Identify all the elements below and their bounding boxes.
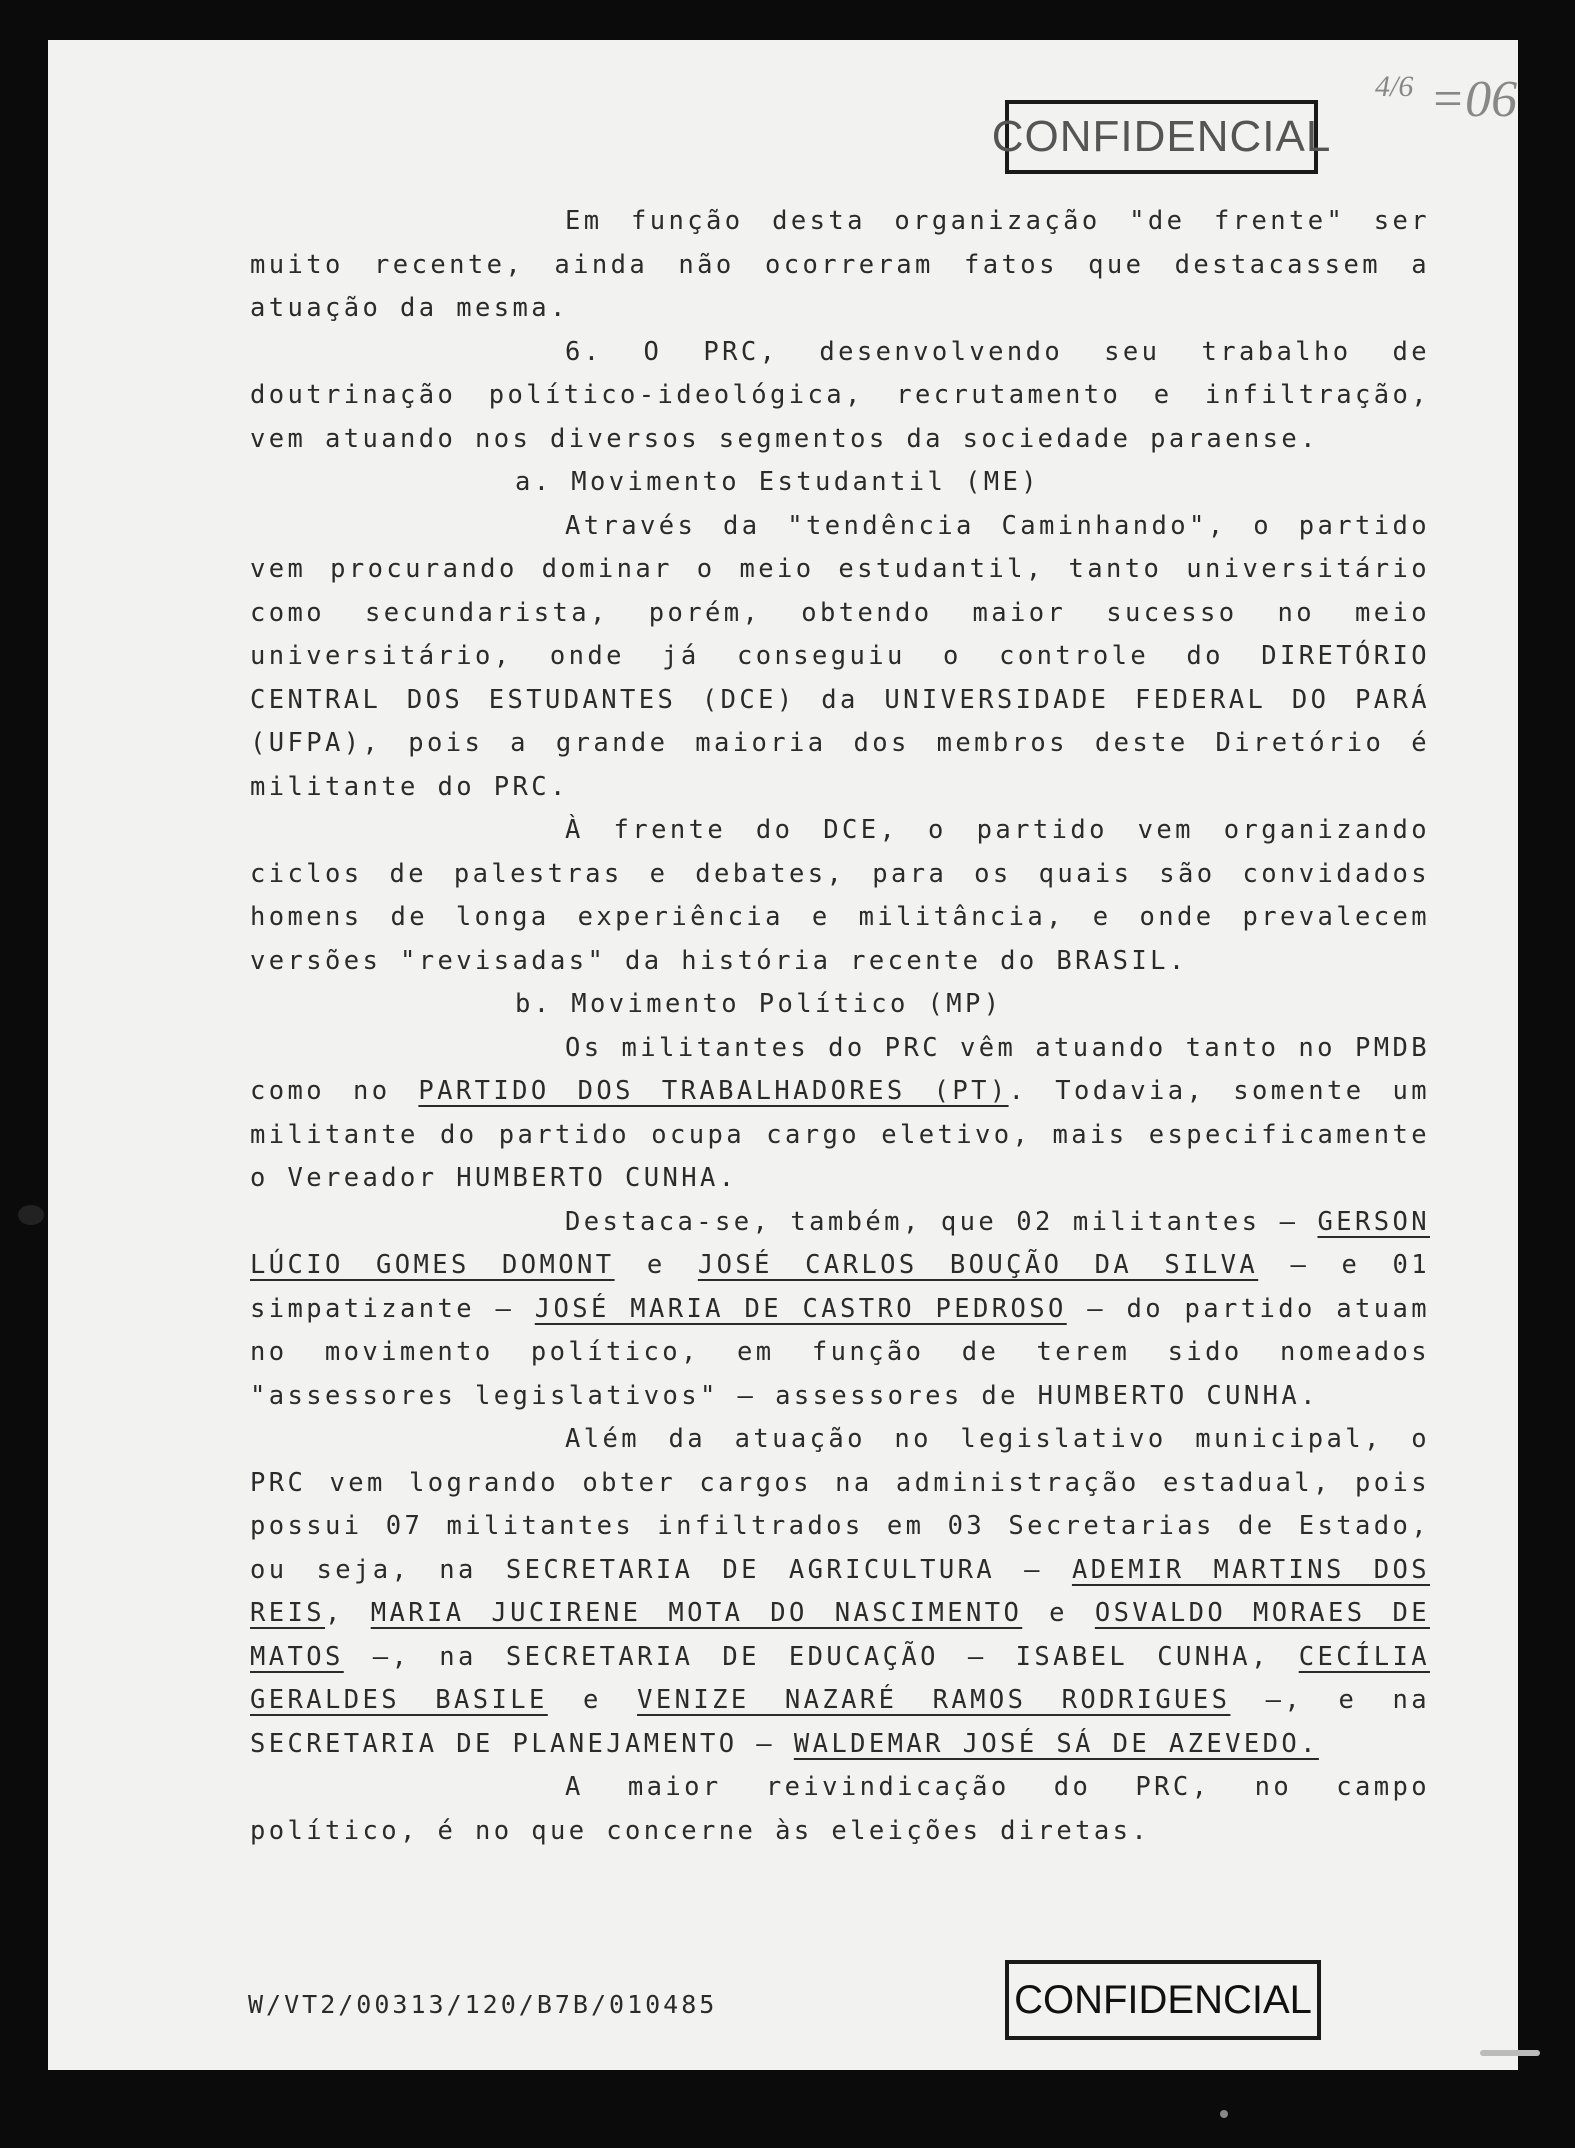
underlined-name: CECÍLIA GERALDES BASILE [250,1641,1430,1715]
text-run: e [614,1250,698,1280]
paragraph-me-1: Através da "tendência Caminhando", o partido vem procurando dominar o meio estudantil, tanto universitário como secundarista, porém, obtendo maior sucesso no meio universitário, onde já conseguiu o controle do DIRETÓRIO CENTRAL DOS ESTUDANTES (DCE) da UNIVERSIDADE FEDERAL DO PARÁ (UFPA), pois a grande maioria dos membros deste Diretório é militante do PRC. [250,510,1430,802]
underlined-name: ADEMIR MARTINS DOS REIS [250,1554,1431,1628]
underlined-name: JOSÉ MARIA DE CASTRO PEDROSO [534,1293,1067,1324]
stamp-label: CONFIDENCIAL [991,112,1332,161]
text-run: —, na SECRETARIA DE EDUCAÇÃO — ISABEL CUNHA, [343,1641,1299,1672]
underlined-name: JOSÉ CARLOS BOUÇÃO DA SILVA [697,1250,1259,1280]
text-run: —, e na SECRETARIA DE PLANEJAMENTO — [250,1685,1430,1759]
underlined-name: OSVALDO MORAES DE MATOS [250,1598,1430,1672]
paragraph-section-6: 6. O PRC, desenvolvendo seu trabalho de doutrinação político-ideológica, recrutamento e infiltração, vem atuando nos diversos segmentos da sociedade paraense. [250,336,1430,454]
scan-speck [18,1205,44,1225]
handwritten-page-fraction: 4/6 [1375,70,1414,103]
text-run: e [547,1685,638,1715]
paragraph-me-2: À frente do DCE, o partido vem organizando ciclos de palestras e debates, para os quais são convidados homens de longa experiência e militância, e onde prevalecem versões "revisadas" da história recente do BRASIL. [250,815,1430,976]
underlined-name: WALDEMAR JOSÉ SÁ DE AZEVEDO. [793,1728,1319,1759]
scan-speck [1480,2050,1540,2056]
heading-movimento-estudantil: a. Movimento Estudantil (ME) [515,467,1041,497]
document-reference: W/VT2/00313/120/B7B/010485 [248,1990,718,2019]
text-run: — do partido atuam no movimento político, em função de terem sido nomeados "assessores legislativos" — assessores de HUMBERTO CUNHA. [250,1293,1430,1411]
paragraph-mp-3 [250,1418,1430,1766]
scan-speck [1220,2110,1228,2118]
text-run: , [325,1598,371,1628]
confidential-stamp-top [991,100,1332,174]
text-run: Além da atuação no legislativo municipal, o PRC vem logrando obter cargos na administração estadual, pois possui 07 militantes infiltrados em 03 Secretarias de Estado, ou seja, na SECRETARIA DE AGRICULTURA — [250,1424,1430,1585]
paragraph-conclusion: A maior reivindicação do PRC, no campo político, é no que concerne às eleições diretas. [250,1772,1430,1846]
confidential-stamp-bottom [1005,1960,1321,2040]
paragraph-mp-1 [250,1027,1430,1201]
stamp-label: CONFIDENCIAL [1014,1977,1312,2022]
text-run: — e 01 simpatizante — [250,1250,1430,1324]
paragraph-intro: Em função desta organização "de frente" ser muito recente, ainda não ocorreram fatos que destacassem a atuação da mesma. [250,206,1430,323]
heading-movimento-politico: b. Movimento Político (MP) [515,989,1003,1019]
text-run: Os militantes do PRC vêm atuando tanto no PMDB como no [250,1032,1430,1106]
underlined-name: PARTIDO DOS TRABALHADORES (PT) [418,1076,1009,1106]
text-run: e [1022,1598,1095,1628]
underlined-name: GERSON LÚCIO GOMES DOMONT [250,1206,1430,1280]
handwritten-page-number: =06 [1430,71,1518,128]
paragraph-mp-2 [250,1201,1430,1419]
underlined-name: VENIZE NAZARÉ RAMOS RODRIGUES [637,1685,1231,1715]
document-body [250,200,1430,1853]
underlined-name: MARIA JUCIRENE MOTA DO NASCIMENTO [370,1598,1023,1628]
text-run: Destaca-se, também, que 02 militantes — [565,1206,1318,1237]
text-run: . Todavia, somente um militante do partido ocupa cargo eletivo, mais especificamente o Vereador HUMBERTO CUNHA. [250,1076,1430,1193]
